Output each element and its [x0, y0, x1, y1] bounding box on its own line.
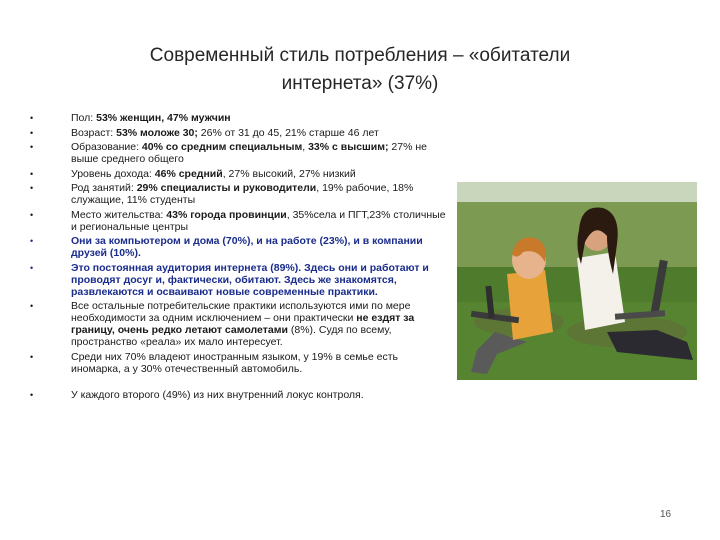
- bullet-item: [30, 168, 450, 180]
- bullet-dot-icon: •: [30, 389, 34, 400]
- bullet-dot-icon: •: [30, 183, 34, 193]
- bullet-text-part: 43% города провинции: [166, 208, 287, 221]
- bullet-dot-icon: •: [30, 236, 34, 246]
- bullet-text-part: не ездят за границу, очень редко летают самолетами: [71, 312, 415, 336]
- bullet-item: [30, 262, 450, 298]
- bullet-item: [30, 300, 450, 348]
- bullet-text-part: 53% женщин, 47% мужчин: [96, 112, 231, 124]
- bullet-dot-icon: •: [30, 262, 34, 273]
- bullet-text-part: 40% со средним специальным: [141, 141, 303, 153]
- bullet-item: [30, 235, 450, 259]
- bullet-dot-icon: •: [30, 209, 34, 220]
- bullet-text-part: Место жительства:: [71, 208, 167, 221]
- bullet-text-part: 53% моложе 30;: [116, 126, 198, 139]
- slide-title-line-1: Современный стиль потребления – «обитатели: [149, 45, 571, 66]
- bullet-text-part: , 35%села и ПГТ,23% столичные и региональные центры: [71, 208, 446, 233]
- bullet-text-part: 27% не выше среднего общего: [71, 141, 428, 165]
- photo-students-with-laptops: [457, 182, 697, 380]
- bullet-text-part: , 27% высокий, 27% низкий: [222, 167, 356, 180]
- bullet-text-part: 33% с высшим;: [308, 141, 389, 153]
- bullet-dot-icon: •: [30, 142, 34, 152]
- bullet-text-part: , 19% рабочие, 18% служащие, 11% студенты: [71, 182, 414, 206]
- bullet-text-part: Это постоянная аудитория интернета (89%). Здесь они и работают и проводят досуг и, фактически, обитают. Здесь же знакомятся, развлекаются и осваивают новые современные практики.: [71, 261, 429, 298]
- bullet-text-part: Возраст:: [71, 126, 117, 139]
- bullet-text-part: 46% средний: [154, 167, 223, 180]
- bullet-text-part: Уровень дохода:: [71, 167, 155, 180]
- bullet-text-part: Они за компьютером и дома (70%), и на работе (23%), и в компании друзей (10%).: [71, 235, 423, 259]
- bullet-dot-icon: •: [30, 351, 34, 362]
- bullet-text-part: Род занятий:: [71, 182, 137, 194]
- bullet-dot-icon: •: [30, 168, 34, 179]
- bullet-item: [30, 389, 450, 401]
- bullet-text-part: Все остальные потребительские практики используются ими по мере необходимости за одним исключением – они практически: [71, 300, 411, 324]
- bullet-item: [30, 351, 450, 375]
- bullet-text-part: 29% специалисты и руководители: [136, 182, 317, 194]
- bullet-item: [30, 182, 450, 206]
- bullet-list: [30, 112, 450, 403]
- bullet-dot-icon: •: [30, 301, 34, 311]
- bullet-dot-icon: •: [30, 127, 34, 138]
- bullet-dot-icon: •: [30, 113, 34, 123]
- photo-illustration: [457, 182, 697, 380]
- slide-title-line-2: интернета» (37%): [281, 73, 439, 94]
- bullet-item: [30, 127, 450, 139]
- bullet-item: [30, 112, 450, 124]
- bullet-text-part: У каждого второго (49%) из них внутренний локус контроля.: [71, 388, 364, 401]
- slide-title: [95, 42, 625, 98]
- bullet-text-part: Среди них 70% владеют иностранным языком, у 19% в семье есть иномарка, а у 30% отечественный автомобиль.: [71, 350, 399, 375]
- page-number: 16: [660, 509, 672, 520]
- bullet-item: [30, 141, 450, 165]
- bullet-text-part: Образование:: [71, 141, 142, 153]
- bullet-text-part: ,: [302, 141, 309, 153]
- bullet-text-part: Пол:: [71, 112, 97, 124]
- bullet-text-part: 26% от 31 до 45, 21% старше 46 лет: [197, 126, 379, 139]
- bullet-text-part: (8%). Судя по всему, пространство «реала» их мало интересует.: [71, 324, 392, 348]
- bullet-item: [30, 209, 450, 233]
